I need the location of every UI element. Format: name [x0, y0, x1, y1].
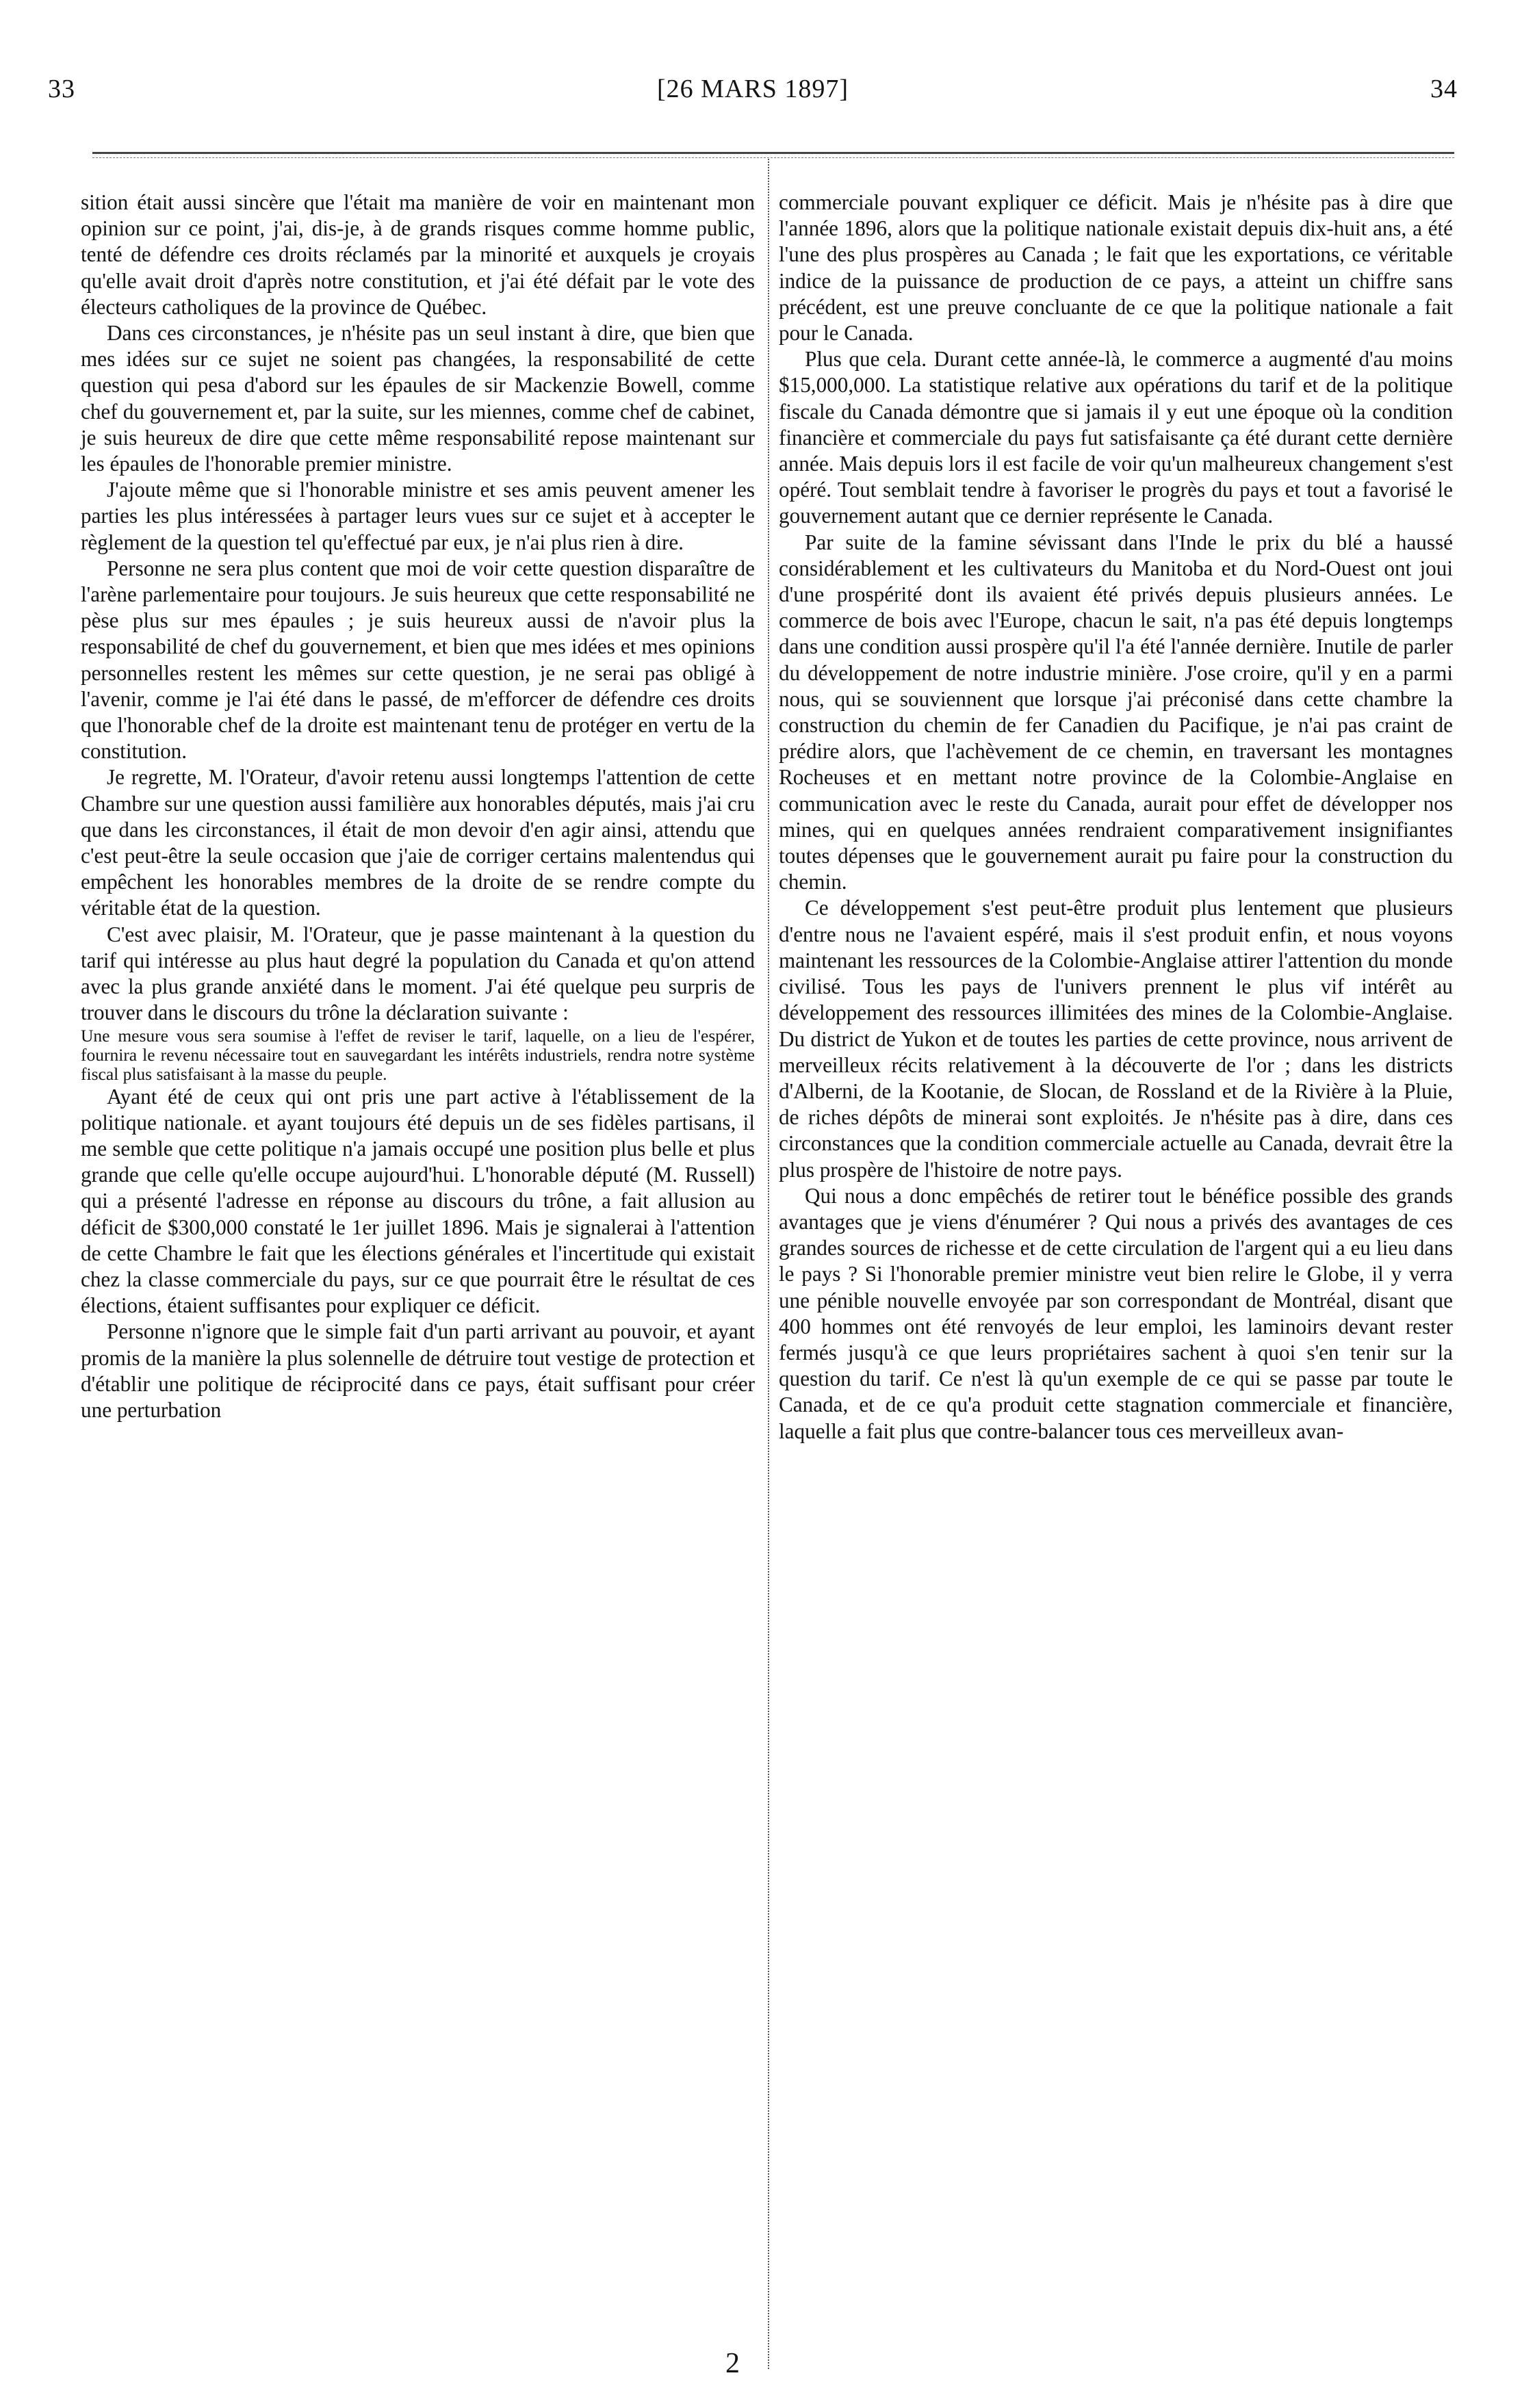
right-paragraph: commerciale pouvant expliquer ce déficit. Mais je n'hésite pas à dire que l'année 1896, alors que la politique nationale existait depuis dix-huit ans, a été l'une des plus prospères au Canada ; le fait que les exportations, ce véritable indice de la puissance de production de ce pays, a atteint un chiffre sans précédent, est une preuve concluante de ce que la politique nationale a fait pour le Canada.: [779, 190, 1453, 346]
page-header: [48, 74, 1458, 115]
right-column: [779, 190, 1453, 1445]
right-paragraph: Qui nous a donc empêchés de retirer tout le bénéfice possible des grands avantages que je viens d'énumérer ? Qui nous a privés des avantages de ces grandes sources de richesse et de cette circulation de l'argent qui a eu lieu dans le pays ? Si l'honorable premier ministre veut bien relire le Globe, il y verra une pénible nouvelle envoyée par son correspondant de Montréal, disant que 400 hommes ont été renvoyés de leur emploi, les laminoirs devant rester fermés jusqu'à ce que leurs propriétaires sachent à quoi s'en tenir sur la question du tarif. Ce n'est là qu'un exemple de ce qui se passe par toute le Canada, et de ce qu'a produit cette stagnation commerciale et financière, laquelle a fait plus que contre-balancer tous ces merveilleux avan-: [779, 1183, 1453, 1443]
left-paragraph: sition était aussi sincère que l'était ma manière de voir en maintenant mon opinion sur ce point, j'ai, dis-je, à de grands risques comme homme public, tenté de défendre ces droits réclamés par la minorité et auxquels je croyais qu'elle avait droit d'après notre constitution, et j'ai été défait par le vote des électeurs catholiques de la province de Québec.: [81, 190, 755, 319]
left-paragraph: C'est avec plaisir, M. l'Orateur, que je passe maintenant à la question du tarif qui intéresse au plus haut degré la population du Canada et qu'on attend avec la plus grande anxiété dans le moment. J'ai été quelque peu surpris de trouver dans le discours du trône la déclaration suivante :: [81, 922, 755, 1025]
throne-speech-quote: Une mesure vous sera soumise à l'effet de reviser le tarif, laquelle, on a lieu de l'espérer, fournira le revenu nécessaire tout en sauvegardant les intérêts industriels, rendra notre système fiscal plus satisfaisant à la masse du peuple.: [81, 1025, 755, 1084]
right-paragraph: Ce développement s'est peut-être produit plus lentement que plusieurs d'entre nous ne l'avaient espéré, mais il s'est produit enfin, et nous voyons maintenant les ressources de la Colombie-Anglaise attirer l'attention du monde civilisé. Tous les pays de l'univers prennent le plus vif intérêt au développement des ressources illimitées des mines de la Colombie-Anglaise. Du district de Yukon et de toutes les parties de cette province, nous arrivent de merveilleux récits relativement à la découverte de l'or ; dans les districts d'Alberni, de la Kootanie, de Slocan, de Rossland et de la Rivière à la Pluie, de riches dépôts de minerai sont exploités. Je n'hésite pas à dire, dans ces circonstances que la condition commerciale actuelle au Canada, devrait être la plus prospère de l'histoire de notre pays.: [779, 896, 1453, 1182]
left-paragraph: Ayant été de ceux qui ont pris une part active à l'établissement de la politique nationale. et ayant toujours été depuis un de ses fidèles partisans, il me semble que cette politique n'a jamais occupé une position plus belle et plus grande que celle qu'elle occupe aujourd'hui. L'honorable député (M. Russell) qui a présenté l'adresse en réponse au discours du trône, a fait allusion au déficit de $300,000 constaté le 1er juillet 1896. Mais je signalerai à l'attention de cette Chambre le fait que les élections générales et l'incertitude qui existait chez la classe commerciale du pays, sur ce que pourrait être le résultat de ces élections, étaient suffisantes pour expliquer ce déficit.: [81, 1084, 755, 1318]
left-paragraph: Dans ces circonstances, je n'hésite pas un seul instant à dire, que bien que mes idées sur ce sujet ne soient pas changées, la responsabilité de cette question qui pesa d'abord sur les épaules de sir Mackenzie Bowell, comme chef du gouvernement et, par la suite, sur les miennes, comme chef de cabinet, je suis heureux de dire que cette même responsabilité repose maintenant sur les épaules de l'honorable premier ministre.: [81, 321, 755, 476]
left-paragraph: Je regrette, M. l'Orateur, d'avoir retenu aussi longtemps l'attention de cette Chambre sur une question aussi familière aux honorables députés, mais j'ai cru que dans les circonstances, il était de mon devoir d'en agir ainsi, attendu que c'est peut-être la seule occasion que j'aie de corriger certains malentendus qui empêchent les honorables membres de la droite de se rendre compte du véritable état de la question.: [81, 765, 755, 920]
left-paragraph: Personne n'ignore que le simple fait d'un parti arrivant au pouvoir, et ayant promis de la manière la plus solennelle de détruire tout vestige de protection et d'établir une politique de réciprocité dans ce pays, était suffisant pour créer une perturbation: [81, 1319, 755, 1422]
page-number-right: 34: [1430, 75, 1458, 103]
signature-mark: 2: [725, 2348, 740, 2379]
page-number-left: 33: [48, 75, 75, 103]
header-rule: [92, 152, 1454, 154]
right-paragraph: Plus que cela. Durant cette année-là, le commerce a augmenté d'au moins $15,000,000. La statistique relative aux opérations du tarif et de la politique fiscale du Canada démontre que si jamais il y eut une époque où la condition financière et commerciale du pays fut satisfaisante ça été durant cette dernière année. Mais depuis lors il est facile de voir qu'un malheureux changement s'est opéré. Tout semblait tendre à favoriser le progrès du pays et tout a favorisé le gouvernement autant que ce dernier représente le Canada.: [779, 347, 1453, 528]
page-date: [26 MARS 1897]: [656, 75, 849, 103]
column-divider: [768, 159, 769, 2369]
left-column: [81, 190, 755, 1423]
right-paragraph: Par suite de la famine sévissant dans l'Inde le prix du blé a haussé considérablement et les cultivateurs du Manitoba et du Nord-Ouest ont joui d'une prospérité dont ils avaient été privés depuis plusieurs années. Le commerce de bois avec l'Europe, chacun le sait, n'a pas été depuis longtemps dans une condition aussi prospère qu'il l'a été l'année dernière. Inutile de parler du développement de notre industrie minière. J'ose croire, qu'il y en a parmi nous, qui se souviennent que lorsque j'ai préconisé dans cette chambre la construction du chemin de fer Canadien du Pacifique, je n'ai pas craint de prédire alors, que l'achèvement de ce chemin, en traversant les montagnes Rocheuses et en mettant notre province de la Colombie-Anglaise en communication avec le reste du Canada, aurait pour effet de développer nos mines, qui en quelques années rendraient comparativement insignifiantes toutes dépenses que le gouvernement aurait pu faire pour la construction du chemin.: [779, 530, 1453, 894]
header-rule-secondary: [92, 157, 1454, 158]
left-paragraph: Personne ne sera plus content que moi de voir cette question disparaître de l'arène parlementaire pour toujours. Je suis heureux que cette responsabilité ne pèse plus sur mes épaules ; je suis heureux aussi de n'avoir plus la responsabilité de chef du gouvernement, et bien que mes idées et mes opinions personnelles restent les mêmes sur cette question, je ne serai pas obligé à l'avenir, comme je l'ai été dans le passé, de m'efforcer de défendre ces droits que l'honorable chef de la droite est maintenant tenu de protéger en vertu de la constitution.: [81, 556, 755, 764]
left-paragraph: J'ajoute même que si l'honorable ministre et ses amis peuvent amener les parties les plus intéressées à partager leurs vues sur ce sujet et à accepter le règlement de la question tel qu'effectué par eux, je n'ai plus rien à dire.: [81, 478, 755, 554]
